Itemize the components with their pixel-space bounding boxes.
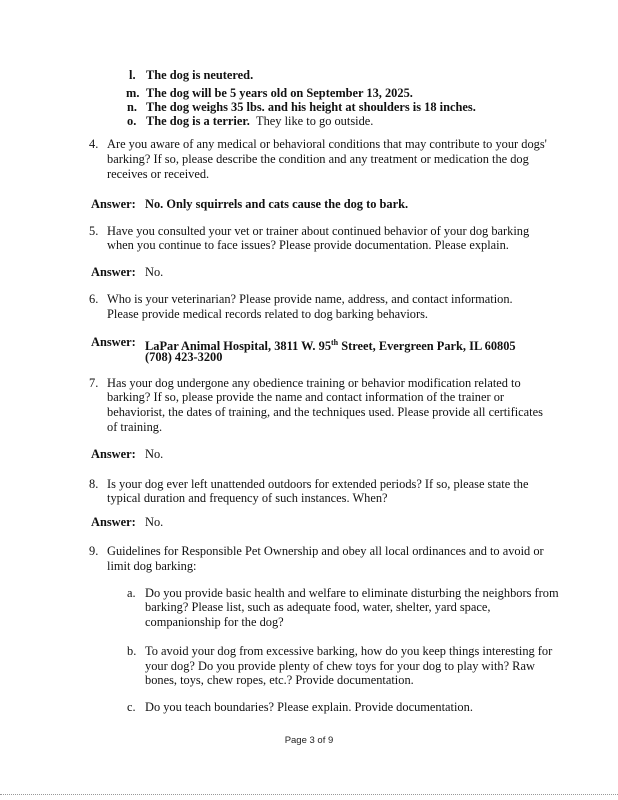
question-line: when you continue to face issues? Please provide documentation. Please explain. [107,238,509,252]
sub-marker: a. [127,586,136,600]
fact-marker: o. [127,114,137,128]
ordinal-suffix: th [331,338,339,347]
question-line: barking? If so, please provide the name and contact information of the trainer or [107,390,505,404]
question-number: 8. [89,477,99,491]
vet-address-rest: Street, Evergreen Park, IL 60805 [338,339,516,354]
answer-label: Answer: [91,515,136,529]
vet-phone: (708) 423-3200 [145,350,223,364]
fact-marker: m. [126,86,140,100]
question-line: typical duration and frequency of such instances. When? [107,491,388,505]
fact-marker: n. [127,100,137,114]
question-line: limit dog barking: [107,559,197,573]
answer-label: Answer: [91,197,136,211]
question-line: Who is your veterinarian? Please provide name, address, and contact information. [107,292,513,306]
sub-line: companionship for the dog? [145,615,284,629]
vet-address: LaPar Animal Hospital, 3811 W. 95 [145,339,332,354]
answer-label: Answer: [91,265,136,279]
fact-text: The dog weighs 35 lbs. and his height at shoulders is 18 inches. [146,100,476,114]
fact-text: The dog is neutered. [146,68,254,82]
question-line: Have you consulted your vet or trainer about continued behavior of your dog barking [107,224,530,238]
sub-line: Do you provide basic health and welfare to eliminate disturbing the neighbors from [145,586,559,600]
scan-edge-divider [0,794,618,796]
question-line: Has your dog undergone any obedience training or behavior modification related to [107,376,521,390]
fact-text: The dog will be 5 years old on September 13, 2025. [146,86,413,100]
answer-text: No. [145,265,164,279]
answer-text: No. [145,515,164,529]
fact-marker: l. [129,68,136,82]
question-line: Are you aware of any medical or behavioral conditions that may contribute to your dogs' [107,137,547,151]
question-line: Please provide medical records related to dog barking behaviors. [107,307,429,321]
sub-line: your dog? Do you provide plenty of chew toys for your dog to play with? Raw [145,659,535,673]
question-line: barking? If so, please describe the condition and any treatment or medication the dog [107,152,529,166]
sub-line: To avoid your dog from excessive barking, how do you keep things interesting for [145,644,553,658]
answer-text: No. [145,447,164,461]
question-number: 5. [89,224,99,238]
question-line: Is your dog ever left unattended outdoors for extended periods? If so, please state the [107,477,529,491]
fact-bold: The dog is a terrier. [146,114,250,128]
answer-label: Answer: [91,335,136,349]
answer-text: No. Only squirrels and cats cause the dog to bark. [145,197,409,211]
answer-label: Answer: [91,447,136,461]
question-number: 9. [89,544,99,558]
sub-marker: c. [127,700,136,714]
fact-text [146,114,373,129]
question-number: 6. [89,292,99,306]
sub-line: bones, toys, chew ropes, etc.? Provide documentation. [145,673,414,687]
sub-marker: b. [127,644,137,658]
question-line: Guidelines for Responsible Pet Ownership and obey all local ordinances and to avoid or [107,544,544,558]
question-number: 4. [89,137,99,151]
question-line: receives or received. [107,167,210,181]
sub-line: Do you teach boundaries? Please explain. Provide documentation. [145,700,473,714]
question-line: of training. [107,420,163,434]
fact-plain: They like to go outside. [256,114,374,128]
question-line: behaviorist, the dates of training, and the techniques used. Please provide all certificates [107,405,543,419]
page-number: Page 3 of 9 [284,735,334,746]
question-number: 7. [89,376,99,390]
sub-line: barking? Please list, such as adequate food, water, shelter, yard space, [145,600,491,614]
